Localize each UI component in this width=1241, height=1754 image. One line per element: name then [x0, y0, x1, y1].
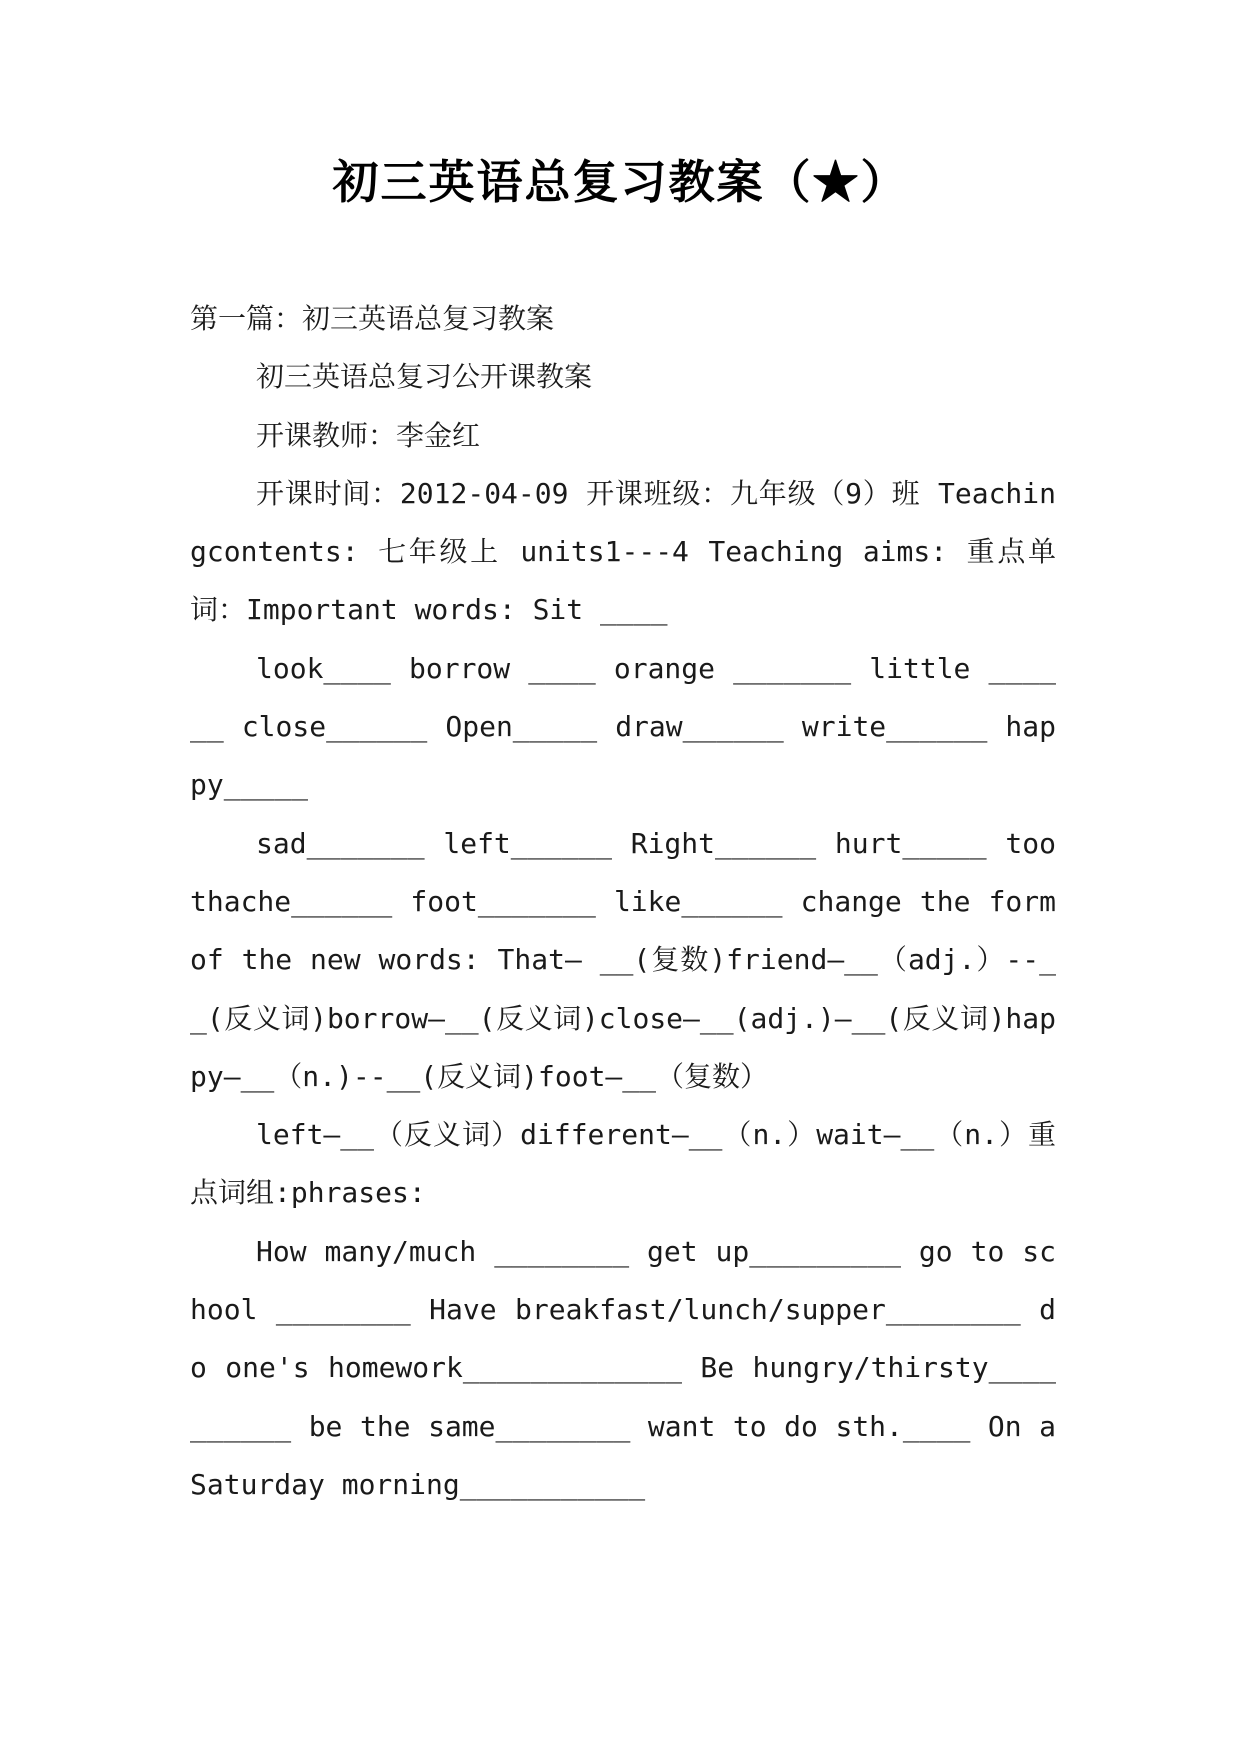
- document-body: [190, 290, 1056, 1514]
- paragraph-lesson-info: 开课时间：2012-04-09 开课班级：九年级（9）班 Teachingcontents: 七年级上 units1---4 Teaching aims: 重点单词：Important words: Sit ____: [190, 476, 1056, 627]
- paragraph-words-3: left—__（反义词）different—__（n.）wait—__（n.）重点词组:phrases:: [190, 1118, 1056, 1210]
- paragraph-words-2: sad_______ left______ Right______ hurt_____ toothache______ foot_______ like______ change the form of the new words: That— __(复数)friend—__（adj.）--__(反义词)borrow—__(反义词)close—__(adj.)—__(反义词)happy—__（n.)--__(反义词)foot—__（复数）: [190, 826, 1056, 1093]
- paragraph-teacher: 开课教师：李金红: [256, 418, 481, 452]
- paragraph-words-1: look____ borrow ____ orange _______ little ______ close______ Open_____ draw______ write______ happy_____: [190, 651, 1056, 802]
- paragraph-lesson-title: 初三英语总复习公开课教案: [256, 360, 593, 394]
- paragraph-phrases: How many/much ________ get up_________ go to school ________ Have breakfast/lunch/supper________ do one's homework_____________ Be hungry/thirsty__________ be the same________ want to do sth.____ On a Saturday morning___________: [190, 1234, 1056, 1501]
- document-title: 初三英语总复习教案（★）: [332, 155, 909, 209]
- paragraph-section-heading: 第一篇：初三英语总复习教案: [190, 302, 555, 335]
